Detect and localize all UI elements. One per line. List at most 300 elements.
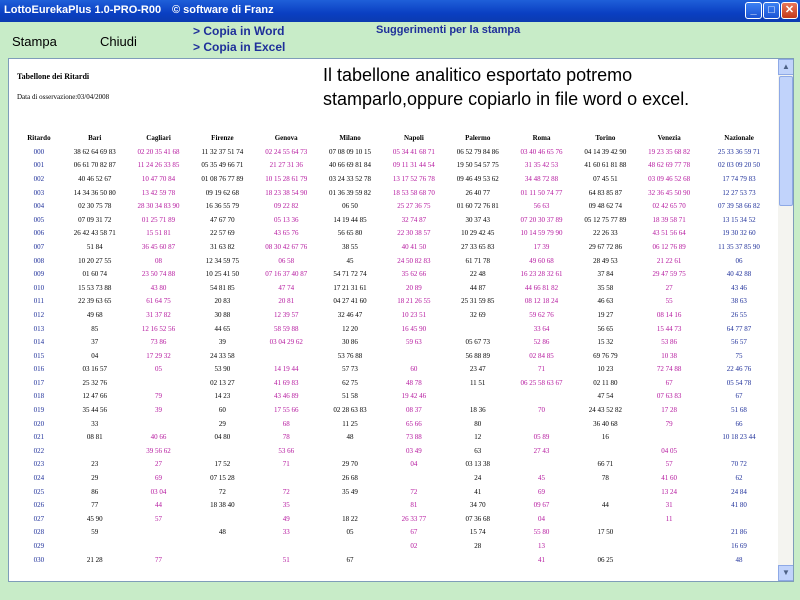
table-cell (573, 444, 637, 458)
ritardo-cell: 013 (33, 324, 45, 333)
ritardo-cell: 007 (33, 242, 45, 251)
table-row (15, 539, 777, 553)
table-cell: 69 (155, 474, 163, 483)
ritardo-cell: 020 (33, 419, 45, 428)
table-cell: 19 27 (597, 310, 614, 319)
table-cell: 41 60 (661, 474, 678, 483)
table-cell: 30 86 (342, 338, 358, 347)
table-cell: 04 14 39 42 90 (584, 147, 627, 156)
ritardo-cell: 017 (33, 378, 45, 387)
table-cell: 01 08 76 77 89 (201, 174, 244, 183)
table-cell: 12 20 (342, 324, 358, 333)
table-cell: 28 49 53 (593, 256, 618, 265)
table-cell (573, 485, 637, 499)
table-cell: 12 34 59 75 (205, 256, 239, 265)
table-cell: 44 (601, 501, 609, 510)
vertical-scrollbar[interactable] (778, 59, 794, 581)
table-cell: 43 80 (150, 283, 167, 292)
table-cell: 10 18 23 44 (722, 433, 756, 442)
table-cell: 41 69 83 (273, 378, 299, 387)
table-cell: 16 36 55 79 (205, 202, 239, 211)
column-header: Bari (88, 134, 102, 142)
table-cell: 61 64 75 (146, 297, 171, 306)
table-cell: 27 (665, 283, 673, 292)
table-cell: 62 75 (342, 378, 358, 387)
table-cell: 10 23 51 (401, 310, 427, 319)
table-row (15, 267, 777, 281)
table-cell: 01 60 74 (82, 270, 107, 279)
table-row (15, 471, 777, 485)
table-cell: 17 52 (214, 460, 231, 469)
table-cell: 07 63 83 (656, 392, 682, 401)
table-cell: 17 74 79 83 (722, 174, 756, 183)
table-cell: 05 35 49 66 71 (201, 161, 244, 170)
table-cell: 06 50 (342, 202, 358, 211)
table-cell: 04 27 41 60 (333, 297, 367, 306)
scroll-thumb[interactable] (779, 76, 793, 206)
table-cell: 06 52 79 84 86 (456, 147, 499, 156)
table-cell: 31 37 82 (146, 310, 171, 319)
table-cell: 16 23 28 32 61 (520, 270, 563, 279)
scroll-down-icon[interactable]: ▼ (778, 565, 794, 581)
table-cell: 04 80 (214, 433, 231, 442)
ritardo-cell: 019 (33, 406, 45, 415)
table-cell: 69 (538, 487, 546, 496)
table-cell: 71 (282, 460, 290, 469)
table-cell: 05 (155, 365, 163, 374)
table-cell: 21 86 (731, 528, 747, 537)
table-cell: 12 (474, 433, 482, 442)
table-cell: 05 34 41 68 71 (392, 147, 435, 156)
table-cell: 48 78 (405, 378, 422, 387)
document-viewer[interactable] (8, 58, 794, 582)
table-row (15, 403, 777, 417)
table-cell: 56 65 (597, 324, 614, 333)
table-cell: 53 90 (214, 365, 231, 374)
ritardo-cell: 026 (33, 501, 45, 510)
chiudi-menu[interactable]: Chiudi (100, 34, 137, 49)
table-cell: 06 61 70 82 87 (73, 161, 116, 170)
table-cell: 40 42 88 (726, 270, 752, 279)
table-header-row (15, 131, 777, 145)
table-cell: 33 (282, 528, 290, 537)
maximize-button[interactable]: □ (763, 2, 780, 19)
table-cell: 10 25 41 50 (205, 270, 239, 279)
table-cell: 17 21 31 61 (333, 283, 367, 292)
ritardo-cell: 000 (33, 147, 45, 156)
table-cell: 24 33 58 (210, 351, 235, 360)
table-cell: 40 66 (150, 433, 167, 442)
table-cell: 22 46 76 (726, 365, 752, 374)
table-row (15, 308, 777, 322)
table-cell: 03 09 46 52 68 (648, 174, 691, 183)
table-cell: 81 (410, 501, 418, 510)
table-cell: 08 14 16 (656, 310, 682, 319)
table-cell: 19 42 46 (401, 392, 427, 401)
table-cell: 26 40 77 (465, 188, 490, 197)
table-cell: 27 (155, 460, 163, 469)
column-header: Cagliari (146, 134, 171, 142)
table-cell: 47 54 (597, 392, 614, 401)
table-cell: 01 36 39 59 82 (329, 188, 372, 197)
table-cell: 75 (735, 351, 743, 360)
table-cell: 41 60 61 81 88 (584, 161, 627, 170)
table-cell: 25 31 59 85 (461, 297, 495, 306)
table-cell: 07 20 30 37 89 (520, 215, 563, 224)
table-cell: 54 81 85 (210, 283, 235, 292)
table-cell: 04 (410, 460, 418, 469)
table-cell: 41 (538, 555, 546, 564)
ritardo-cell: 008 (33, 256, 45, 265)
table-cell: 45 (346, 256, 354, 265)
table-cell: 17 50 (597, 528, 614, 537)
table-cell: 01 60 72 76 81 (456, 202, 499, 211)
table-cell: 69 76 79 (593, 351, 618, 360)
table-cell: 71 (538, 365, 546, 374)
table-cell: 22 39 63 65 (78, 297, 112, 306)
table-cell: 56 88 89 (465, 351, 490, 360)
minimize-button[interactable]: _ (745, 2, 762, 19)
column-header: Genova (274, 134, 298, 142)
table-cell: 32 74 87 (401, 215, 427, 224)
table-cell: 06 58 (278, 256, 295, 265)
table-cell: 72 (410, 487, 418, 496)
table-cell: 05 89 (533, 433, 550, 442)
column-header: Venezia (657, 134, 681, 142)
copia-word-link[interactable]: > Copia in Word (193, 24, 285, 38)
table-cell: 03 13 38 (465, 460, 490, 469)
table-cell: 51 (282, 555, 290, 564)
table-cell: 35 44 56 (82, 406, 107, 415)
table-cell: 10 38 (661, 351, 678, 360)
column-header: Palermo (465, 134, 491, 142)
table-cell: 13 42 59 78 (141, 188, 176, 197)
table-cell: 40 66 69 81 84 (329, 161, 372, 170)
table-row (15, 444, 777, 458)
table-cell: 19 23 35 68 82 (648, 147, 691, 156)
table-cell: 30 88 (214, 310, 231, 319)
table-cell: 27 33 65 83 (461, 242, 495, 251)
table-cell: 57 (155, 514, 163, 523)
menu-bar (0, 22, 800, 58)
table-cell: 22 48 (469, 270, 486, 279)
table-cell: 55 80 (533, 528, 550, 537)
ritardo-cell: 027 (33, 514, 45, 523)
table-cell (446, 390, 510, 404)
table-cell: 78 (282, 433, 290, 442)
table-cell: 02 42 65 70 (652, 202, 686, 211)
table-cell: 44 65 (214, 324, 231, 333)
column-header: Napoli (403, 134, 424, 142)
table-cell: 15 53 73 88 (78, 283, 112, 292)
table-cell: 65 66 (405, 419, 422, 428)
table-cell: 07 45 51 (593, 174, 618, 183)
table-cell: 52 86 (533, 338, 550, 347)
table-cell: 46 63 (597, 297, 614, 306)
table-cell: 47 74 (278, 283, 295, 292)
table-cell: 32 69 (469, 310, 486, 319)
table-cell (637, 539, 701, 553)
table-row (15, 254, 777, 268)
table-cell: 08 12 18 24 (524, 297, 559, 306)
table-cell: 04 05 (661, 446, 678, 455)
copia-excel-link[interactable]: > Copia in Excel (193, 40, 286, 54)
table-cell: 38 63 (731, 297, 747, 306)
window-credit: © software di Franz (172, 4, 274, 16)
table-cell (318, 539, 382, 553)
table-row (15, 335, 777, 349)
table-cell: 53 76 88 (337, 351, 363, 360)
table-cell (382, 553, 446, 567)
table-cell: 04 (538, 514, 546, 523)
table-cell: 02 13 27 (210, 378, 235, 387)
table-cell: 64 77 87 (726, 324, 752, 333)
table-row (15, 390, 777, 404)
table-cell: 26 55 (731, 310, 747, 319)
table-cell: 29 67 72 86 (588, 242, 622, 251)
table-cell: 24 (474, 474, 482, 483)
table-cell: 38 62 64 69 83 (73, 147, 116, 156)
table-cell: 49 (282, 514, 290, 523)
table-row (15, 512, 777, 526)
document-title: Tabellone dei Ritardi (17, 72, 90, 81)
table-cell (127, 526, 191, 540)
table-cell: 41 80 (731, 501, 747, 510)
table-cell: 09 48 62 74 (588, 202, 622, 211)
ritardo-cell: 022 (33, 446, 45, 455)
table-cell: 16 (601, 433, 609, 442)
table-cell: 16 69 (731, 542, 747, 551)
table-row (15, 485, 777, 499)
table-cell: 25 33 36 59 71 (718, 147, 761, 156)
table-cell: 22 57 69 (210, 229, 235, 238)
table-cell: 36 45 60 87 (141, 242, 176, 251)
ritardo-cell: 018 (33, 392, 45, 401)
table-cell: 43 46 (731, 283, 747, 292)
table-cell: 18 22 (342, 514, 358, 523)
table-cell: 23 47 (469, 365, 486, 374)
table-cell: 17 28 (661, 406, 678, 415)
document-page (9, 59, 777, 581)
table-cell: 66 71 (597, 460, 614, 469)
table-cell: 19 30 32 60 (722, 229, 756, 238)
table-cell: 14 19 44 (273, 365, 299, 374)
table-cell: 63 (474, 446, 482, 455)
table-cell: 44 66 81 82 (524, 283, 559, 292)
table-cell: 33 (91, 419, 99, 428)
ritardo-cell: 002 (33, 174, 45, 183)
table-cell: 18 39 58 71 (652, 215, 686, 224)
table-cell (382, 471, 446, 485)
table-row (15, 281, 777, 295)
table-cell: 09 67 (533, 501, 550, 510)
table-cell: 17 29 32 (146, 351, 171, 360)
table-cell: 25 27 36 75 (397, 202, 431, 211)
table-cell: 18 36 (469, 406, 486, 415)
table-cell (254, 539, 318, 553)
table-cell: 20 89 (405, 283, 422, 292)
table-row (15, 322, 777, 336)
ritardo-cell: 028 (33, 528, 45, 537)
table-cell: 12 27 53 73 (722, 188, 756, 197)
ritardo-cell: 006 (33, 229, 45, 238)
table-row (15, 213, 777, 227)
table-row (15, 417, 777, 431)
table-cell: 06 25 58 63 67 (520, 378, 563, 387)
table-cell: 07 09 31 72 (78, 215, 112, 224)
table-cell: 18 23 38 54 90 (265, 188, 308, 197)
column-header: Firenze (211, 134, 234, 142)
ritardo-cell: 009 (33, 270, 45, 279)
ritardo-cell: 005 (33, 215, 45, 224)
table-row (15, 376, 777, 390)
table-cell: 60 (410, 365, 418, 374)
ritardo-cell: 016 (33, 365, 45, 374)
table-row (15, 553, 777, 567)
table-cell: 15 74 (469, 528, 486, 537)
title-bar (0, 0, 800, 22)
table-cell: 10 15 28 61 79 (265, 174, 308, 183)
table-cell: 59 63 (405, 338, 422, 347)
table-cell: 22 30 38 57 (397, 229, 431, 238)
table-row (15, 227, 777, 241)
table-cell: 11 32 37 51 74 (201, 147, 244, 156)
table-cell: 29 70 (342, 460, 358, 469)
ritardo-cell: 021 (33, 433, 45, 442)
table-cell: 35 49 (342, 487, 358, 496)
table-cell: 35 62 66 (401, 270, 427, 279)
table-cell: 18 53 58 68 70 (392, 188, 435, 197)
table-cell: 21 28 (86, 555, 103, 564)
table-cell: 41 (474, 487, 482, 496)
table-cell: 22 26 33 (593, 229, 618, 238)
table-cell: 36 40 68 (593, 419, 618, 428)
ritardo-cell: 029 (33, 542, 45, 551)
table-cell: 10 20 27 55 (78, 256, 112, 265)
ritardo-cell: 003 (33, 188, 45, 197)
table-cell: 21 22 61 (656, 256, 682, 265)
table-cell: 23 (91, 460, 99, 469)
table-cell: 07 15 28 (210, 474, 235, 483)
table-cell: 48 (218, 528, 226, 537)
scroll-up-icon[interactable]: ▲ (778, 59, 794, 75)
table-cell: 57 73 (342, 365, 358, 374)
table-cell: 06 (735, 256, 743, 265)
column-header: Ritardo (27, 134, 51, 142)
table-cell: 58 59 88 (273, 324, 299, 333)
table-cell: 70 72 (731, 460, 747, 469)
table-cell: 11 35 37 85 90 (718, 242, 760, 251)
table-cell (318, 498, 382, 512)
table-cell: 77 (91, 501, 99, 510)
table-cell: 51 84 (86, 242, 103, 251)
table-cell: 02 20 35 41 68 (137, 147, 180, 156)
table-cell: 68 (282, 419, 290, 428)
ritardo-cell: 001 (33, 161, 45, 170)
table-cell: 10 29 42 45 (461, 229, 495, 238)
table-cell: 55 (665, 297, 673, 306)
table-row (15, 498, 777, 512)
table-cell: 14 34 36 50 80 (73, 188, 116, 197)
table-cell: 08 (155, 256, 163, 265)
table-cell: 32 36 45 50 90 (648, 188, 691, 197)
table-cell (190, 539, 254, 553)
table-cell (573, 512, 637, 526)
table-cell (190, 553, 254, 567)
table-row (15, 159, 777, 173)
table-cell: 39 (218, 338, 226, 347)
table-cell: 72 74 88 (656, 365, 682, 374)
ritardi-table (15, 131, 777, 566)
table-cell: 59 (91, 528, 99, 537)
table-cell: 01 25 71 89 (141, 215, 176, 224)
table-cell: 80 (474, 419, 482, 428)
table-cell: 31 63 82 (210, 242, 235, 251)
table-cell: 49 68 (86, 310, 103, 319)
table-cell: 43 65 76 (273, 229, 299, 238)
table-cell: 13 (538, 542, 546, 551)
table-cell: 05 (346, 528, 354, 537)
table-cell: 26 42 43 58 71 (73, 229, 116, 238)
table-cell: 30 37 43 (465, 215, 490, 224)
table-cell (573, 539, 637, 553)
table-cell: 13 17 52 76 78 (392, 174, 435, 183)
table-cell: 29 (218, 419, 226, 428)
table-cell: 07 08 09 10 15 (329, 147, 372, 156)
table-row (15, 458, 777, 472)
table-cell: 31 35 42 53 (524, 161, 559, 170)
table-cell: 53 66 (278, 446, 295, 455)
table-cell: 43 51 56 64 (652, 229, 686, 238)
column-header: Roma (532, 134, 551, 142)
observation-date: Data di osservazione:03/04/2008 (17, 93, 110, 101)
ritardo-cell: 010 (33, 283, 45, 292)
table-cell (510, 458, 574, 472)
table-cell: 17 55 66 (273, 406, 299, 415)
table-cell: 14 19 44 85 (333, 215, 367, 224)
table-cell (190, 512, 254, 526)
table-cell (637, 526, 701, 540)
table-cell: 08 81 (86, 433, 103, 442)
table-cell: 09 11 31 44 54 (392, 161, 435, 170)
table-cell: 85 (91, 324, 99, 333)
table-cell: 26 68 (342, 474, 358, 483)
table-cell: 72 (218, 487, 226, 496)
suggerimenti-link[interactable]: Suggerimenti per la stampa (376, 24, 521, 36)
table-cell: 12 16 52 56 (141, 324, 176, 333)
table-cell: 34 70 (469, 501, 486, 510)
table-cell (254, 471, 318, 485)
table-cell: 13 24 (661, 487, 678, 496)
table-cell (127, 417, 191, 431)
table-cell: 48 (346, 433, 354, 442)
table-cell: 11 (665, 514, 673, 523)
table-cell: 02 84 85 (529, 351, 554, 360)
table-cell: 51 68 (731, 406, 747, 415)
stampa-menu[interactable]: Stampa (12, 34, 57, 49)
table-row (15, 430, 777, 444)
table-cell: 35 58 (597, 283, 614, 292)
table-cell: 07 16 37 40 87 (265, 270, 308, 279)
table-cell: 31 (665, 501, 673, 510)
ritardo-cell: 023 (33, 460, 45, 469)
table-cell (63, 539, 127, 553)
table-cell: 15 32 (597, 338, 614, 347)
table-cell: 08 37 (405, 406, 422, 415)
table-cell: 07 36 68 (465, 514, 490, 523)
table-cell (382, 349, 446, 363)
close-button[interactable]: ✕ (781, 2, 798, 19)
